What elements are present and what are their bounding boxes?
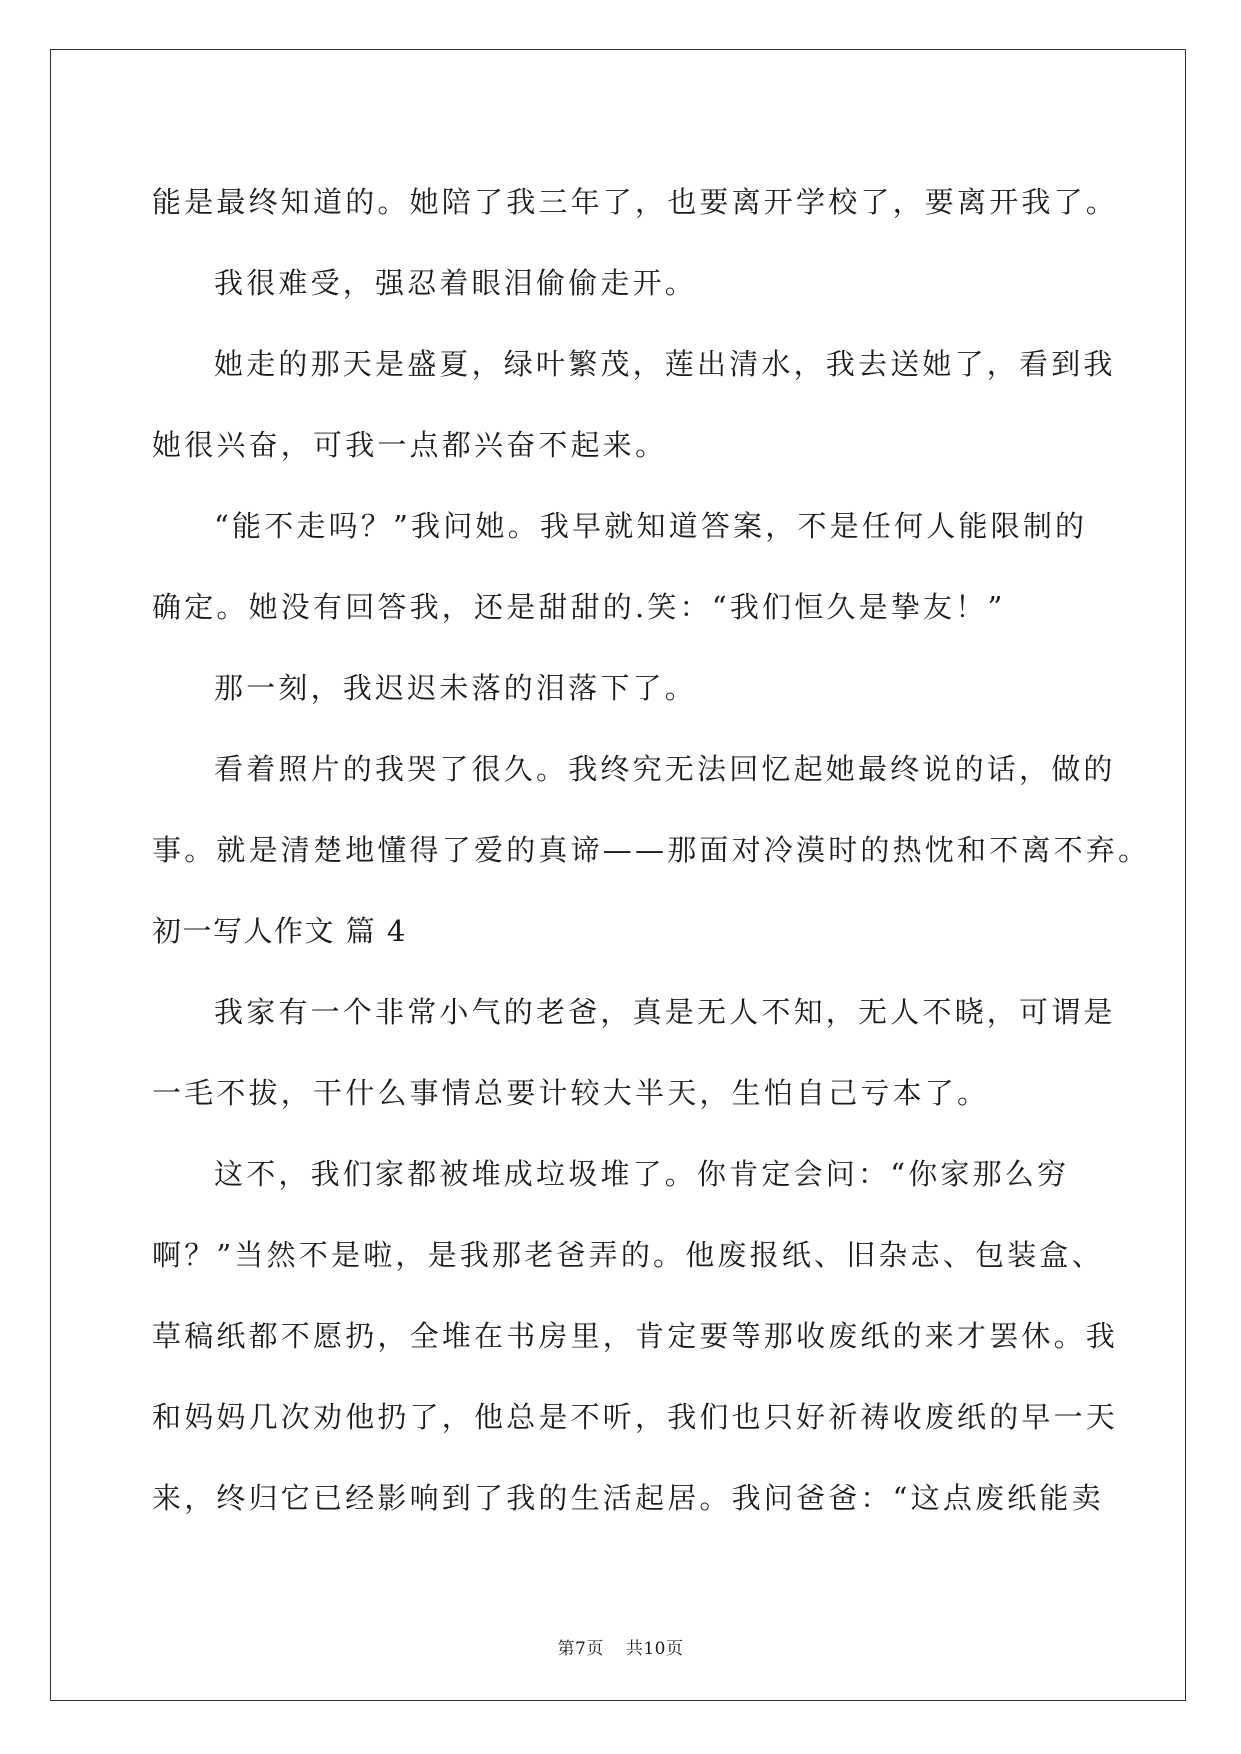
text-line: 那一刻，我迟迟未落的泪落下了。 xyxy=(214,671,698,705)
text-line: 来，终归它已经影响到了我的生活起居。我问爸爸：“这点废纸能卖 xyxy=(152,1481,1104,1515)
text-line: 啊？”当然不是啦，是我那老爸弄的。他废报纸、旧杂志、包装盒、 xyxy=(152,1238,1104,1272)
text-line: 我很难受，强忍着眼泪偷偷走开。 xyxy=(214,266,698,300)
section-heading: 初一写人作文 篇 4 xyxy=(152,914,407,948)
text-line: 她走的那天是盛夏，绿叶繁茂，莲出清水，我去送她了，看到我 xyxy=(214,347,1116,381)
text-line: 草稿纸都不愿扔，全堆在书房里，肯定要等那收废纸的来才罢休。我 xyxy=(152,1319,1119,1353)
text-line: 确定。她没有回答我，还是甜甜的.笑：“我们恒久是挚友！” xyxy=(152,590,1006,624)
document-body xyxy=(152,162,1151,1539)
page-number: 第7页 xyxy=(557,1639,604,1659)
text-line: 看着照片的我哭了很久。我终究无法回忆起她最终说的话，做的 xyxy=(214,752,1116,786)
text-line: 我家有一个非常小气的老爸，真是无人不知，无人不晓，可谓是 xyxy=(214,995,1116,1029)
text-line: 和妈妈几次劝他扔了，他总是不听，我们也只好祈祷收废纸的早一天 xyxy=(152,1400,1119,1434)
text-line: 这不，我们家都被堆成垃圾堆了。你肯定会问：“你家那么穷 xyxy=(214,1157,1070,1191)
text-line: “能不走吗？”我问她。我早就知道答案，不是任何人能限制的 xyxy=(214,509,1088,543)
page-footer xyxy=(0,1634,1241,1659)
page-total: 共10页 xyxy=(625,1639,684,1659)
text-line: 她很兴奋，可我一点都兴奋不起来。 xyxy=(152,428,668,462)
text-line: 事。就是清楚地懂得了爱的真谛——那面对冷漠时的热忱和不离不弃。 xyxy=(152,833,1151,867)
text-line: 能是最终知道的。她陪了我三年了，也要离开学校了，要离开我了。 xyxy=(152,185,1119,219)
text-line: 一毛不拔，干什么事情总要计较大半天，生怕自己亏本了。 xyxy=(152,1076,990,1110)
